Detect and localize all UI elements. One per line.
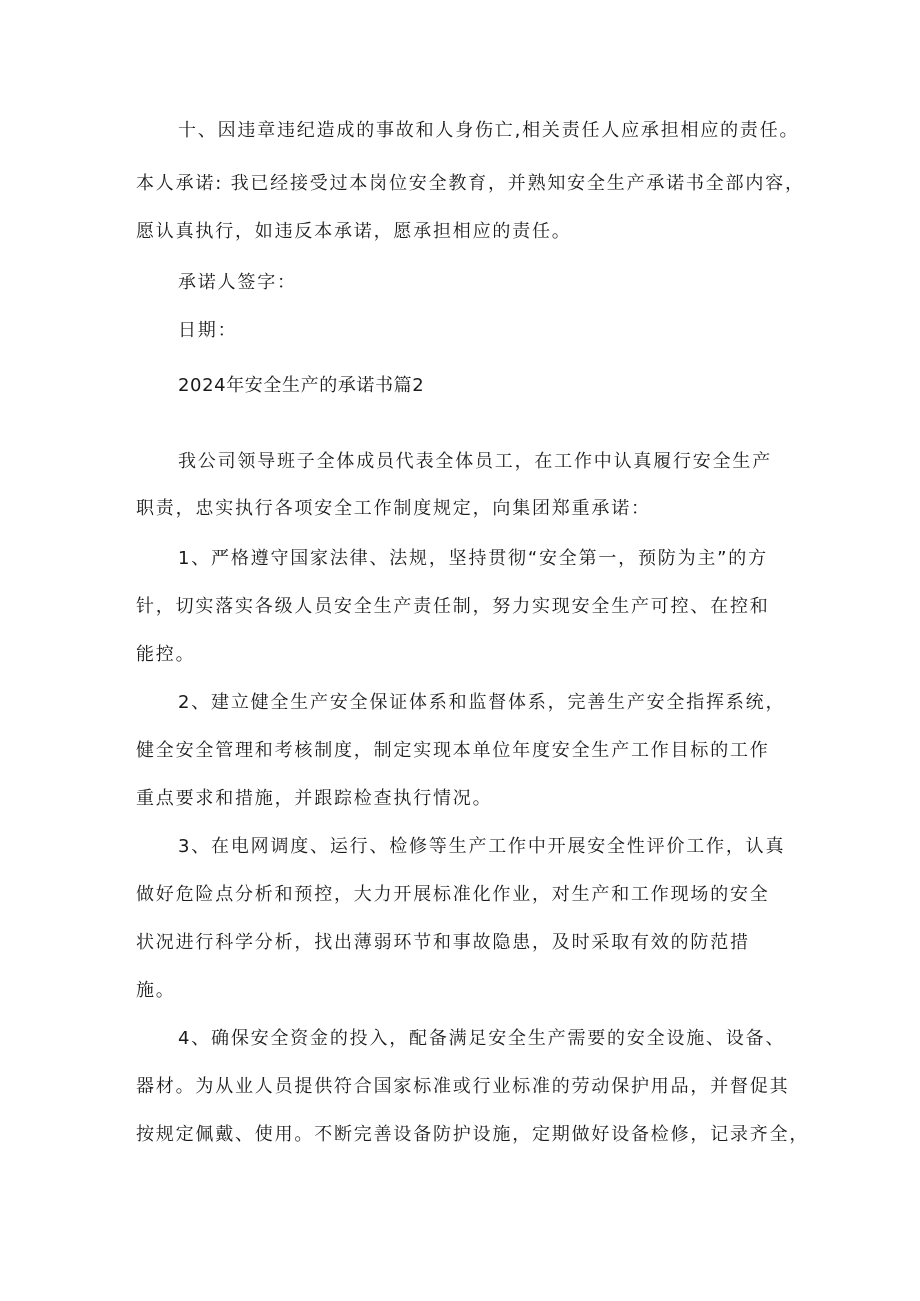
signature-label: 承诺人签字： [178, 272, 297, 293]
text-line: 我公司领导班子全体成员代表全体员工，在工作中认真履行安全生产 [178, 451, 772, 472]
text-line: 职责，忠实执行各项安全工作制度规定，向集团郑重承诺： [136, 498, 651, 519]
section-heading: 2024年安全生产的承诺书篇2 [178, 375, 425, 396]
text-line: 按规定佩戴、使用。不断完善设备防护设施，定期做好设备检修，记录齐全， [136, 1124, 810, 1145]
date-label: 日期： [178, 320, 238, 341]
text-line: 1、严格遵守国家法律、法规，坚持贯彻“安全第一，预防为主”的方 [178, 548, 768, 569]
text-line: 健全安全管理和考核制度，制定实现本单位年度安全生产工作目标的工作 [136, 740, 770, 761]
text-line: 器材。为从业人员提供符合国家标准或行业标准的劳动保护用品，并督促其 [136, 1076, 790, 1097]
text-line: 做好危险点分析和预控，大力开展标准化作业，对生产和工作现场的安全 [136, 884, 770, 905]
text-line: 2、建立健全生产安全保证体系和监督体系，完善生产安全指挥系统， [178, 692, 786, 713]
text-line: 状况进行科学分析，找出薄弱环节和事故隐患，及时采取有效的防范措 [136, 932, 750, 953]
text-line: 4、确保安全资金的投入，配备满足安全生产需要的安全设施、设备、 [178, 1028, 786, 1049]
text-line: 针，切实落实各级人员安全生产责任制，努力实现安全生产可控、在控和 [136, 596, 770, 617]
text-line: 3、在电网调度、运行、检修等生产工作中开展安全性评价工作，认真 [178, 836, 786, 857]
text-line: 本人承诺: 我已经接受过本岗位安全教育，并熟知安全生产承诺书全部内容， [136, 173, 805, 194]
text-line: 愿认真执行，如违反本承诺，愿承担相应的责任。 [136, 221, 572, 242]
text-line: 重点要求和措施，并跟踪检查执行情况。 [136, 788, 493, 809]
text-line: 能控。 [136, 644, 196, 665]
text-line: 施。 [136, 980, 176, 1001]
text-line: 十、因违章违纪造成的事故和人身伤亡,相关责任人应承担相应的责任。 [178, 120, 800, 141]
